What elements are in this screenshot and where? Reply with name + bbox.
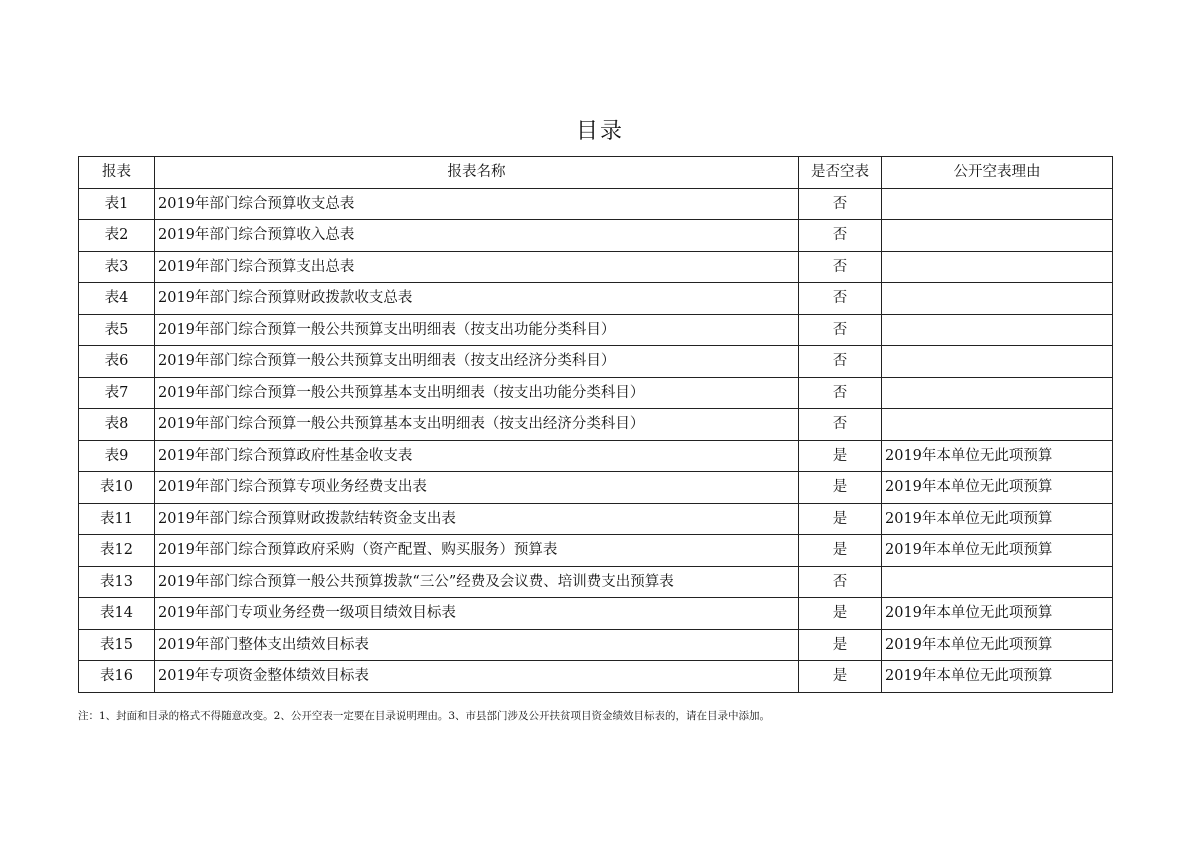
report-id-cell: 表7 — [79, 377, 155, 409]
empty-reason-cell: 2019年本单位无此项预算 — [882, 503, 1113, 535]
is-empty-cell: 否 — [799, 409, 882, 441]
report-id-cell: 表3 — [79, 251, 155, 283]
is-empty-cell: 是 — [799, 661, 882, 693]
is-empty-cell: 是 — [799, 472, 882, 504]
header-report-name: 报表名称 — [155, 157, 799, 189]
is-empty-cell: 否 — [799, 251, 882, 283]
report-name-cell: 2019年部门综合预算一般公共预算拨款“三公”经费及会议费、培训费支出预算表 — [155, 566, 799, 598]
report-id-cell: 表2 — [79, 220, 155, 252]
empty-reason-cell — [882, 251, 1113, 283]
is-empty-cell: 是 — [799, 503, 882, 535]
report-id-cell: 表1 — [79, 188, 155, 220]
empty-reason-cell — [882, 377, 1113, 409]
report-id-cell: 表13 — [79, 566, 155, 598]
report-id-cell: 表4 — [79, 283, 155, 315]
table-row — [79, 535, 1113, 567]
empty-reason-cell — [882, 220, 1113, 252]
empty-reason-cell — [882, 314, 1113, 346]
table-row — [79, 220, 1113, 252]
report-name-cell: 2019年部门综合预算政府性基金收支表 — [155, 440, 799, 472]
empty-reason-cell: 2019年本单位无此项预算 — [882, 629, 1113, 661]
table-row — [79, 598, 1113, 630]
table-row — [79, 566, 1113, 598]
table-row — [79, 629, 1113, 661]
report-name-cell: 2019年部门整体支出绩效目标表 — [155, 629, 799, 661]
table-row — [79, 314, 1113, 346]
report-name-cell: 2019年部门综合预算专项业务经费支出表 — [155, 472, 799, 504]
report-name-cell: 2019年专项资金整体绩效目标表 — [155, 661, 799, 693]
is-empty-cell: 否 — [799, 220, 882, 252]
report-id-cell: 表16 — [79, 661, 155, 693]
table-header-row — [79, 157, 1113, 189]
report-id-cell: 表14 — [79, 598, 155, 630]
is-empty-cell: 是 — [799, 440, 882, 472]
empty-reason-cell — [882, 409, 1113, 441]
table-body — [79, 188, 1113, 692]
is-empty-cell: 否 — [799, 566, 882, 598]
table-row — [79, 440, 1113, 472]
is-empty-cell: 否 — [799, 377, 882, 409]
is-empty-cell: 是 — [799, 598, 882, 630]
report-name-cell: 2019年部门综合预算一般公共预算基本支出明细表（按支出功能分类科目） — [155, 377, 799, 409]
is-empty-cell: 否 — [799, 188, 882, 220]
empty-reason-cell: 2019年本单位无此项预算 — [882, 661, 1113, 693]
report-id-cell: 表8 — [79, 409, 155, 441]
report-id-cell: 表11 — [79, 503, 155, 535]
is-empty-cell: 否 — [799, 314, 882, 346]
report-name-cell: 2019年部门综合预算政府采购（资产配置、购买服务）预算表 — [155, 535, 799, 567]
table-row — [79, 188, 1113, 220]
report-id-cell: 表5 — [79, 314, 155, 346]
report-id-cell: 表10 — [79, 472, 155, 504]
table-row — [79, 377, 1113, 409]
empty-reason-cell — [882, 566, 1113, 598]
is-empty-cell: 是 — [799, 629, 882, 661]
is-empty-cell: 是 — [799, 535, 882, 567]
is-empty-cell: 否 — [799, 346, 882, 378]
empty-reason-cell: 2019年本单位无此项预算 — [882, 535, 1113, 567]
report-name-cell: 2019年部门综合预算收支总表 — [155, 188, 799, 220]
report-name-cell: 2019年部门综合预算支出总表 — [155, 251, 799, 283]
table-row — [79, 661, 1113, 693]
report-name-cell: 2019年部门专项业务经费一级项目绩效目标表 — [155, 598, 799, 630]
header-empty-reason: 公开空表理由 — [882, 157, 1113, 189]
report-id-cell: 表15 — [79, 629, 155, 661]
report-id-cell: 表12 — [79, 535, 155, 567]
report-id-cell: 表6 — [79, 346, 155, 378]
report-id-cell: 表9 — [79, 440, 155, 472]
page-title: 目录 — [575, 119, 624, 144]
footnote: 注：1、封面和目录的格式不得随意改变。2、公开空表一定要在目录说明理由。3、市县部门涉及公开扶贫项目资金绩效目标表的，请在目录中添加。 — [78, 710, 771, 722]
table-of-contents — [78, 156, 1113, 693]
empty-reason-cell — [882, 188, 1113, 220]
empty-reason-cell — [882, 283, 1113, 315]
table-row — [79, 346, 1113, 378]
empty-reason-cell — [882, 346, 1113, 378]
is-empty-cell: 否 — [799, 283, 882, 315]
table-row — [79, 283, 1113, 315]
table-row — [79, 409, 1113, 441]
table-row — [79, 503, 1113, 535]
header-report-id: 报表 — [79, 157, 155, 189]
report-name-cell: 2019年部门综合预算财政拨款结转资金支出表 — [155, 503, 799, 535]
table-row — [79, 472, 1113, 504]
report-name-cell: 2019年部门综合预算一般公共预算支出明细表（按支出功能分类科目） — [155, 314, 799, 346]
report-name-cell: 2019年部门综合预算收入总表 — [155, 220, 799, 252]
report-name-cell: 2019年部门综合预算一般公共预算基本支出明细表（按支出经济分类科目） — [155, 409, 799, 441]
report-name-cell: 2019年部门综合预算一般公共预算支出明细表（按支出经济分类科目） — [155, 346, 799, 378]
report-name-cell: 2019年部门综合预算财政拨款收支总表 — [155, 283, 799, 315]
header-is-empty: 是否空表 — [799, 157, 882, 189]
empty-reason-cell: 2019年本单位无此项预算 — [882, 440, 1113, 472]
empty-reason-cell: 2019年本单位无此项预算 — [882, 598, 1113, 630]
table-row — [79, 251, 1113, 283]
empty-reason-cell: 2019年本单位无此项预算 — [882, 472, 1113, 504]
